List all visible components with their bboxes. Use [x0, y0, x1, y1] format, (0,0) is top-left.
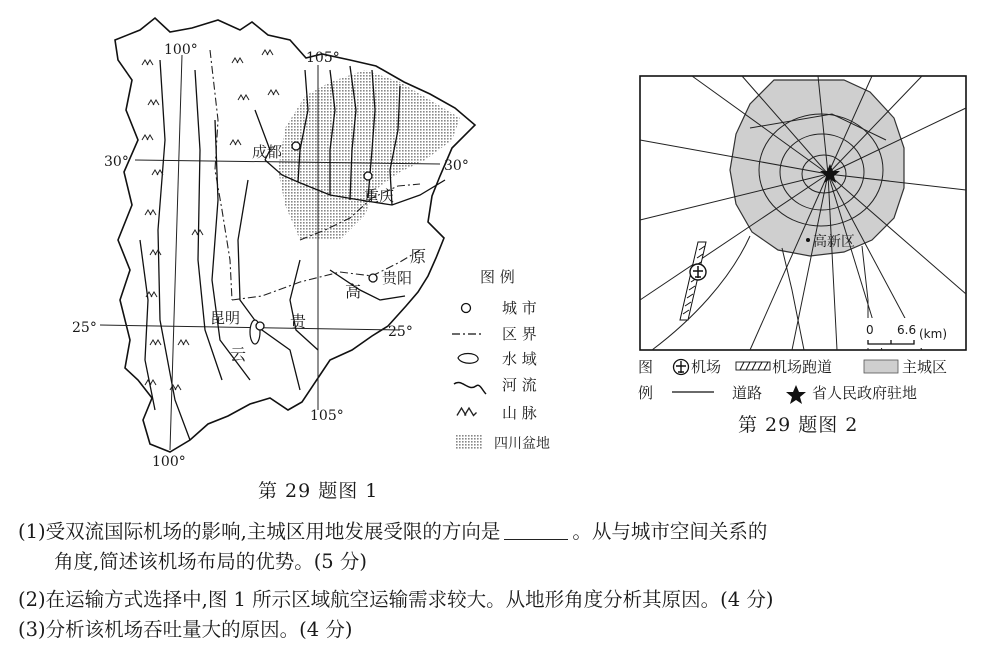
runway-icon [736, 362, 770, 370]
question-3: (3)分析该机场吞吐量大的原因。(4 分) [18, 618, 353, 641]
map-1 [0, 0, 640, 470]
map1-legend [452, 268, 550, 452]
legend2-star-label: 省人民政府驻地 [812, 384, 918, 402]
question-1-line-1 [18, 518, 767, 546]
lon-label-105-bottom: 105° [310, 408, 344, 424]
scale-bar [858, 318, 962, 348]
river-icon [454, 382, 486, 394]
lon-label-100-bottom: 100° [152, 454, 186, 470]
lon-label-105-top: 105° [306, 50, 340, 66]
water-area-icon [458, 354, 478, 364]
question-1-part-2: 。从与城市空间关系的 [572, 520, 768, 543]
airport-marker [690, 264, 706, 280]
city-kunming-label: 昆明 [210, 309, 241, 327]
question-2: (2)在运输方式选择中,图 1 所示区域航空运输需求较大。从地形角度分析其原因。(4 分) [18, 588, 774, 611]
scale-value: 6.6 [897, 323, 917, 337]
question-1-line-2: 角度,简述该机场布局的优势。(5 分) [54, 550, 368, 573]
city-circle-icon [462, 304, 471, 313]
legend2-urban-label: 主城区 [902, 358, 948, 376]
lat-label-25-right: 25° [388, 324, 413, 340]
scale-zero: 0 [866, 323, 874, 337]
legend2-prefix-row1: 图 [638, 358, 654, 376]
legend-basin-label: 四川盆地 [494, 436, 550, 452]
legend2-airport-label: 机场 [691, 358, 722, 376]
map-2 [632, 70, 982, 410]
city-chengdu-marker [292, 142, 300, 150]
main-urban-area-icon [864, 360, 898, 373]
city-chongqing-marker [364, 172, 372, 180]
legend2-runway-label: 机场跑道 [772, 358, 833, 376]
gaoxin-marker [806, 238, 810, 242]
region-outline [115, 18, 475, 452]
basin-hatch-icon [456, 434, 482, 450]
legend2-prefix-row2: 例 [638, 384, 654, 402]
airport-icon [674, 360, 689, 375]
legend-water-label: 水 域 [502, 350, 537, 368]
plateau-char-gui: 贵 [290, 312, 307, 331]
city-kunming-marker [256, 322, 264, 330]
plateau-char-gao: 高 [345, 282, 362, 301]
legend-boundary-label: 区 界 [502, 325, 537, 343]
star-icon [786, 385, 806, 404]
map2-caption: 第 29 题图 2 [738, 414, 859, 436]
map1-caption: 第 29 题图 1 [258, 480, 379, 502]
lon-label-100-top: 100° [164, 42, 198, 58]
lat-label-25-left: 25° [72, 320, 97, 336]
mountain-icon [457, 408, 477, 416]
legend2-road-label: 道路 [732, 384, 763, 402]
city-guiyang-marker [369, 274, 377, 282]
lat-label-30-left: 30° [104, 154, 129, 170]
plateau-char-yun: 云 [230, 345, 247, 364]
city-chengdu-label: 成都 [252, 143, 283, 161]
city-guiyang-label: 贵阳 [382, 269, 413, 287]
map2-legend [638, 358, 947, 404]
city-chongqing-label: 重庆 [364, 187, 395, 205]
gaoxin-label: 高新区 [813, 234, 855, 250]
plateau-char-yuan: 原 [410, 247, 427, 266]
legend-city-label: 城 市 [502, 299, 537, 317]
lat-label-30-right: 30° [444, 158, 469, 174]
answer-blank[interactable] [504, 521, 568, 540]
question-1-part-1: (1)受双流国际机场的影响,主城区用地发展受限的方向是 [18, 520, 501, 543]
legend-mountain-label: 山 脉 [502, 404, 537, 422]
legend-title: 图 例 [480, 268, 515, 286]
legend-river-label: 河 流 [502, 376, 537, 394]
scale-unit: (km) [919, 327, 948, 341]
